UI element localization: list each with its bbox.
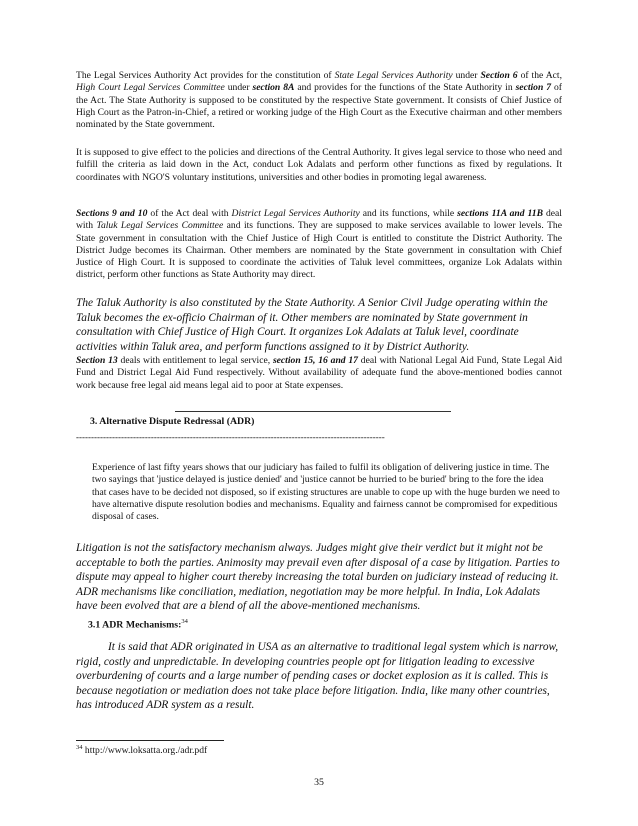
paragraph-state-authority: The Legal Services Authority Act provides for the constitution of State Legal Services Authority under Section 6 of the Act, High Court Legal Services Committee under section 8A and provides for the functions of the State Authority in section 7 of the Act. The State Authority is supposed to be constituted by the respective State government. It consists of Chief Justice of High Court as the Patron-in-Chief, a retired or working judge of the High Court as the Executive chairman and other members nominated by the State government. — [76, 70, 562, 131]
paragraph-taluk-authority: The Taluk Authority is also constituted by the State Authority. A Senior Civil Judge operating within the Taluk becomes the ex-officio Chairman of it. Other members are nominated by State government in consultation with Chief Justice of High Court. It organizes Lok Adalats at Taluk level, coordinate activities within Taluk area, and perform functions assigned to it by District Authority. — [76, 297, 548, 353]
footnote-rule — [76, 740, 224, 741]
footnote-link[interactable]: http://www.loksatta.org./adr.pdf — [82, 745, 208, 757]
footnote — [76, 744, 207, 756]
paragraph-legal-aid-fund: Section 13 deals with entitlement to legal service, section 15, 16 and 17 deal with National Legal Aid Fund, State Legal Aid Fund and District Legal Aid Fund respectively. Without availability of adequate fund the above-mentioned bodies cannot work because free legal aid means legal aid to poor at State expenses. — [76, 355, 562, 391]
paragraph-adr-origin: It is said that ADR originated in USA as an alternative to traditional legal system which is narrow, rigid, costly and unpredictable. In developing countries people opt for litigation leading to excessive overburdening of courts and a large number of pending cases or docket explosion as it is called. This is because negotiation or mediation does not take place before litigation. India, like many other countries, has introduced ADR system as a result. — [76, 641, 559, 712]
paragraph-litigation: Litigation is not the satisfactory mechanism always. Judges might give their verdict but it might not be acceptable to both the parties. Animosity may prevail even after disposal of a case by litigation. Parties to dispute may appeal to higher court thereby increasing the total burden on judiciary instead of reducing it. ADR mechanisms like conciliation, mediation, negotiation may be more helpful. In India, Lok Adalats have been evolved that are a blend of all the above-mentioned mechanisms. — [76, 542, 560, 613]
separator-line — [175, 411, 451, 412]
paragraph-experience: Experience of last fifty years shows that our judiciary has failed to fulfil its obligation of delivering justice in time. The two sayings that 'justice delayed is justice denied' and 'justice cannot be hurried to be buried' bring to the fore the idea that cases have to be decided not disposed, so if existing structures are unable to cope up with the huge burden we need to have alternative dispute resolution bodies and mechanisms. Equality and fairness cannot be compromised for expeditious disposal of cases. — [92, 462, 560, 523]
dashed-separator: ------------------------------------------------------------------------------------------------------- — [76, 432, 385, 442]
footnote-number: 34 — [76, 744, 83, 751]
paragraph-central-authority: It is supposed to give effect to the policies and directions of the Central Authority. It gives legal service to those who need and fulfill the criteria as laid down in the Act, conduct Lok Adalats and perform other functions as fixed by regulations. It coordinates with NGO'S voluntary institutions, universities and other bodies in promoting legal awareness. — [76, 147, 562, 183]
footnote-reference: 34 — [181, 618, 188, 625]
section-heading-adr-mechanisms: 3.1 ADR Mechanisms:$^{34}$ — [88, 618, 188, 631]
page-number: 35 — [314, 777, 324, 788]
paragraph-district-authority: Sections 9 and 10 of the Act deal with District Legal Services Authority and its functions, while sections 11A and 11B deal with Taluk Legal Services Committee and its functions. They are supposed to make services available to lower levels. The State government in consultation with the Chief Justice of High Court is entitled to constitute the District Authority. The District Judge becomes its Chairman. Other members are nominated by the State government in consultation with Chief Justice of High Court. It is supposed to coordinate the activities of Taluk level committees, organize Lok Adalats within district, perform other functions as State Authority may direct. — [76, 208, 562, 281]
section-heading-adr: 3. Alternative Dispute Redressal (ADR) — [90, 416, 255, 427]
